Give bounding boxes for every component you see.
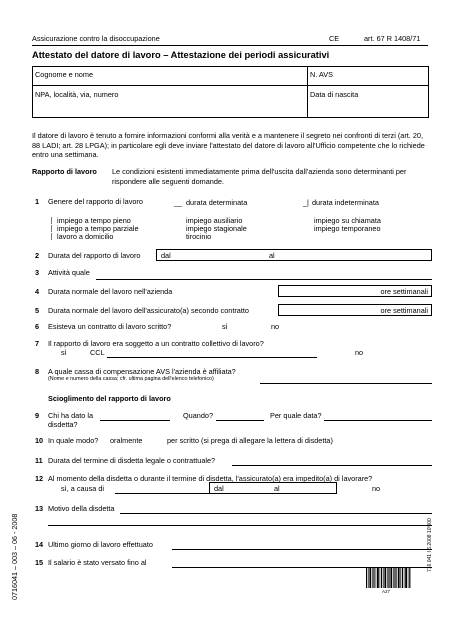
q8-number: 8: [35, 367, 40, 376]
q12-si-option[interactable]: sì, a causa di: [61, 484, 104, 493]
q11-label: Durata del termine di disdetta legale o contrattuale?: [48, 456, 216, 465]
q1-label: Genere del rapporto di lavoro: [48, 197, 143, 206]
q1-number: 1: [35, 197, 40, 206]
q1-checkbox-determinata[interactable]: __: [174, 198, 183, 207]
q14-label: Ultimo giorno di lavoro effettuato: [48, 540, 153, 549]
q10-label: In quale modo?: [48, 436, 99, 445]
q2-dal: dal: [161, 251, 171, 260]
form-number-left: 0716041 – 003 – 06 - 2008: [10, 513, 19, 600]
barcode-icon: [366, 568, 412, 588]
q2-duration-field[interactable]: [156, 249, 432, 261]
scioglimento-heading: Scioglimento del rapporto di lavoro: [48, 394, 171, 403]
q1-option[interactable]: impiego stagionale: [186, 224, 247, 233]
q9-date-field[interactable]: [324, 420, 432, 421]
barcode-code: A27: [382, 589, 391, 594]
q15-number: 15: [35, 558, 44, 567]
q4-unit: ore settimanali: [380, 287, 428, 296]
q12-period-field[interactable]: [209, 482, 337, 494]
q5-label: Durata normale del lavoro dell'assicurato(a) secondo contratto: [48, 306, 249, 315]
q5-hours-field[interactable]: [278, 304, 432, 316]
intro-text: Il datore di lavoro è tenuto a fornire informazioni conformi alla verità e a mantenere il segreto nei confronti di terzi (art. 20, 88 LADI; art. 28 LPGA); in particolare egli deve inviare l'attestato del datore di lavoro all'Ufficio competente che lo richiede entro una settimana.: [32, 131, 425, 160]
header-mid: CE: [329, 34, 340, 43]
avs-field[interactable]: [307, 66, 429, 86]
q1-checkbox[interactable]: [51, 217, 52, 224]
q9-number: 9: [35, 411, 40, 420]
q8-field[interactable]: [260, 383, 432, 384]
q12-reason-field[interactable]: [115, 493, 209, 494]
q6-label: Esisteva un contratto di lavoro scritto?: [48, 322, 172, 331]
header-rule: [32, 45, 428, 46]
q4-label: Durata normale del lavoro nell'azienda: [48, 287, 173, 296]
q6-number: 6: [35, 322, 40, 331]
q12-al: al: [274, 484, 280, 493]
q13-label: Motivo della disdetta: [48, 504, 115, 513]
q1-checkbox[interactable]: [51, 225, 52, 232]
q9-label-2: disdetta?: [48, 420, 78, 429]
birthdate-field[interactable]: [307, 85, 429, 118]
q10-oralmente-option[interactable]: oralmente: [110, 436, 143, 445]
address-field[interactable]: [32, 85, 308, 118]
q7-si-option[interactable]: sì: [61, 348, 67, 357]
q12-number: 12: [35, 474, 44, 483]
q1-determinata-label: durata determinata: [186, 198, 248, 207]
q2-al: al: [269, 251, 275, 260]
q11-number: 11: [35, 456, 43, 465]
q2-label: Durata del rapporto di lavoro: [48, 251, 141, 260]
q9-data-label: Per quale data?: [270, 411, 322, 420]
q1-checkbox[interactable]: [51, 233, 52, 240]
q2-number: 2: [35, 251, 40, 260]
q7-ccl-label: CCL: [90, 348, 105, 357]
q3-label: Attività quale: [48, 268, 90, 277]
q5-number: 5: [35, 306, 40, 315]
address-label: NPA, località, via, numero: [35, 90, 119, 99]
q9-quando-label: Quando?: [183, 411, 214, 420]
q1-option: impiego a tempo parziale: [57, 224, 139, 233]
q1-option[interactable]: impiego su chiamata: [314, 216, 381, 225]
page-title: Attestato del datore di lavoro – Attestazione dei periodi assicurativi: [32, 50, 330, 60]
q6-si-option[interactable]: sì: [222, 322, 228, 331]
q11-field[interactable]: [232, 465, 432, 466]
q9-label-1: Chi ha dato la: [48, 411, 94, 420]
q6-no-option[interactable]: no: [271, 322, 280, 331]
q9-who-field[interactable]: [100, 420, 170, 421]
avs-label: N. AVS: [310, 70, 333, 79]
q13-field-line[interactable]: [120, 513, 432, 514]
q1-option[interactable]: impiego temporaneo: [314, 224, 381, 233]
q7-ccl-field[interactable]: [107, 357, 317, 358]
q8-note: (Nome e numero della cassa; cfr. ultima pagina dell'elenco telefonico): [48, 376, 214, 382]
q1-option[interactable]: tirocinio: [186, 232, 212, 241]
q12-label: Al momento della disdetta o durante il termine di disdetta, l'assicurato(a) era impedito(a) di lavorare?: [48, 474, 373, 483]
q12-dal: dal: [214, 484, 224, 493]
q14-number: 14: [35, 540, 44, 549]
form-number-right: 716.041 I 6.2008 10'000: [427, 518, 433, 572]
name-label: Cognome e nome: [35, 70, 94, 79]
q1-option: impiego a tempo pieno: [57, 216, 131, 225]
q1-option: lavoro a domicilio: [57, 232, 114, 241]
header-right: art. 67 R 1408/71: [364, 34, 421, 43]
q7-label: Il rapporto di lavoro era soggetto a un contratto collettivo di lavoro?: [48, 339, 264, 348]
q5-unit: ore settimanali: [380, 306, 428, 315]
q14-field[interactable]: [172, 549, 432, 550]
q4-number: 4: [35, 287, 40, 296]
q9-when-field[interactable]: [216, 420, 264, 421]
q1-option[interactable]: impiego ausiliario: [186, 216, 243, 225]
q7-no-option[interactable]: no: [355, 348, 364, 357]
rapporto-text: Le condizioni esistenti immediatamente prima dell'uscita dall'azienda sono determinanti per rispondere alle seguenti domande.: [112, 167, 407, 186]
birthdate-label: Data di nascita: [310, 90, 359, 99]
q13-number: 13: [35, 504, 44, 513]
name-field[interactable]: [32, 66, 308, 86]
q10-number: 10: [35, 436, 44, 445]
q10-scritto-option[interactable]: per scritto (si prega di allegare la lettera di disdetta): [167, 436, 333, 445]
q12-no-option[interactable]: no: [372, 484, 381, 493]
rapporto-label: Rapporto di lavoro: [32, 167, 97, 176]
q1-indeterminata-label: durata indeterminata: [312, 198, 379, 207]
q4-hours-field[interactable]: [278, 285, 432, 297]
q1-checkbox-indeterminata[interactable]: _|: [303, 198, 309, 207]
header-left: Assicurazione contro la disoccupazione: [32, 34, 160, 43]
q13-field-line[interactable]: [48, 525, 432, 526]
q3-field[interactable]: [96, 279, 432, 280]
q3-number: 3: [35, 268, 40, 277]
q8-label: A quale cassa di compensazione AVS l'azienda è affiliata?: [48, 367, 236, 376]
q7-number: 7: [35, 339, 40, 348]
q15-label: Il salario è stato versato fino al: [48, 558, 147, 567]
